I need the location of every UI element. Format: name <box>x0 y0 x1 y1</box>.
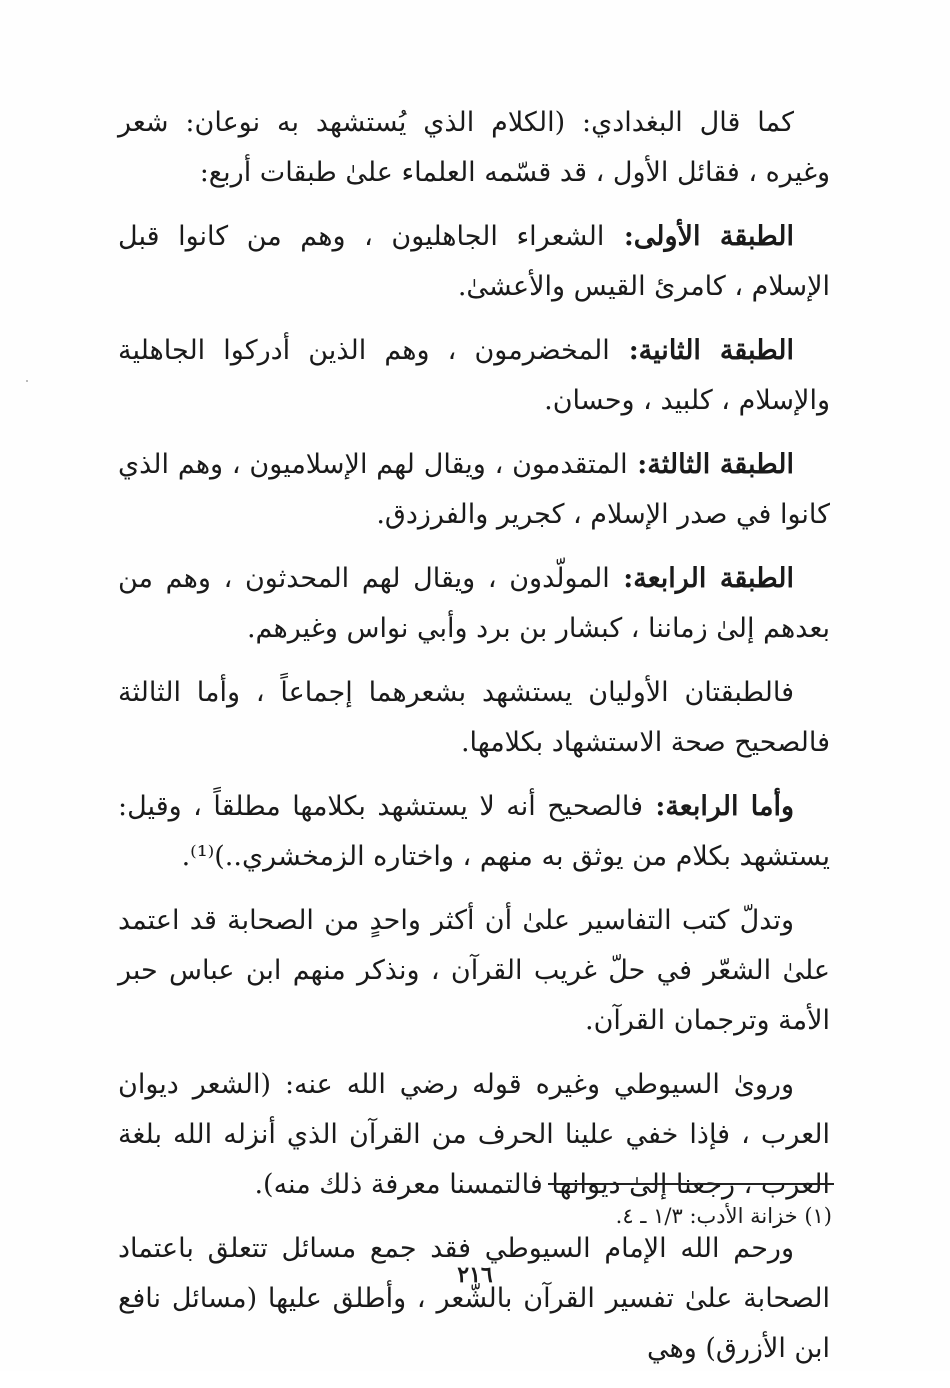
paragraph-text: المولّدون ، ويقال لهم المحدثون ، وهم من بعدهم إلىٰ زماننا ، كبشار بن برد وأبي نواس وغيرهم. <box>118 563 830 644</box>
page-number: ٢١٦ <box>457 1262 493 1288</box>
paragraph <box>118 1060 830 1210</box>
paragraph <box>118 896 830 1046</box>
footnote: (١) خزانة الأدب: ١/٣ ـ ٤. <box>615 1204 832 1228</box>
paragraph-text: المتقدمون ، ويقال لهم الإسلاميون ، وهم الذي كانوا في صدر الإسلام ، كجرير والفرزدق. <box>118 449 830 530</box>
margin-speck <box>26 380 28 382</box>
paragraph-text: فالطبقتان الأوليان يستشهد بشعرهما إجماعاً ، وأما الثالثة فالصحيح صحة الاستشهاد بكلامها. <box>118 677 830 758</box>
paragraph-text: ورحم الله الإمام السيوطي فقد جمع مسائل تتعلق باعتماد الصحابة علىٰ تفسير القرآن بالشّعر ، وأطلق عليها (مسائل نافع ابن الأزرق) وهي <box>118 1233 830 1364</box>
paragraph-lead: وأما الرابعة: <box>643 791 795 822</box>
paragraph-lead: الطبقة الثالثة: <box>627 449 794 480</box>
paragraph <box>118 326 830 426</box>
paragraph <box>118 212 830 312</box>
paragraph <box>118 98 830 198</box>
paragraph <box>118 554 830 654</box>
paragraph-lead: الطبقة الثانية: <box>609 335 794 366</box>
body-text <box>118 98 830 1388</box>
paragraph-text: كما قال البغدادي: (الكلام الذي يُستشهد به نوعان: شعر وغيره ، فقائل الأول ، قد قسّمه العلماء علىٰ طبقات أربع: <box>118 107 830 188</box>
paragraph <box>118 440 830 540</box>
paragraph-text: الشعراء الجاهليون ، وهم من كانوا قبل الإسلام ، كامرئ القيس والأعشىٰ. <box>118 221 830 302</box>
paragraph-text: وروىٰ السيوطي وغيره قوله رضي الله عنه: (الشعر ديوان العرب ، فإذا خفي علينا الحرف من القرآن الذي أنزله الله بلغة العرب ، رجعنا إلىٰ ديوانها فالتمسنا معرفة ذلك منه). <box>118 1069 830 1200</box>
paragraph <box>118 668 830 768</box>
paragraph-lead: الطبقة الرابعة: <box>609 563 794 594</box>
paragraph <box>118 1224 830 1374</box>
paragraph-text: وتدلّ كتب التفاسير علىٰ أن أكثر واحدٍ من الصحابة قد اعتمد علىٰ الشعّر في حلّ غريب القرآن ، ونذكر منهم ابن عباس حبر الأمة وترجمان القرآن. <box>118 905 830 1036</box>
paragraph-text: فالصحيح أنه لا يستشهد بكلامها مطلقاً ، وقيل: يستشهد بكلام من يوثق به منهم ، واختاره الزمخشري..)⁽¹⁾. <box>118 791 830 872</box>
footnote-divider <box>548 1183 834 1185</box>
paragraph-lead: الطبقة الأولى: <box>604 221 795 252</box>
paragraph-text: المخضرمون ، وهم الذين أدركوا الجاهلية والإسلام ، كلبيد ، وحسان. <box>118 335 830 416</box>
paragraph <box>118 782 830 882</box>
